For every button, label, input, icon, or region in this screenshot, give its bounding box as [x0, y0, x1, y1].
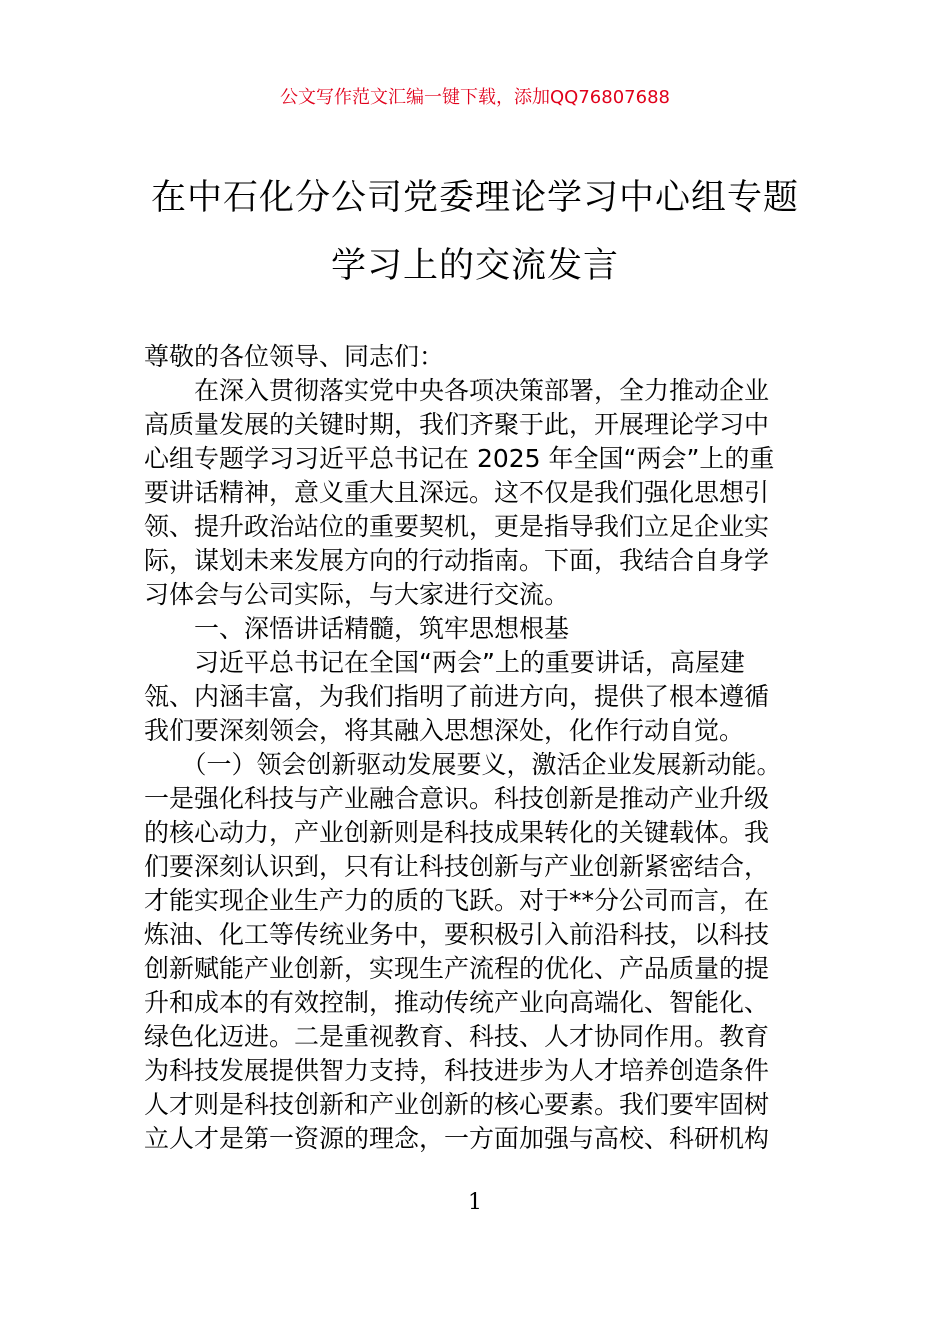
subsection-heading: （一）领会创新驱动发展要义，激活企业发展新动能。 [144, 750, 782, 779]
body-line: 炼油、化工等传统业务中，要积极引入前沿科技，以科技 [144, 920, 770, 949]
body-line: 为科技发展提供智力支持，科技进步为人才培养创造条件 [144, 1056, 770, 1085]
body-line: 创新赋能产业创新，实现生产流程的优化、产品质量的提 [144, 954, 770, 983]
page-number: 1 [468, 1190, 482, 1215]
body-line: 一是强化科技与产业融合意识。科技创新是推动产业升级 [144, 784, 770, 813]
body-line: 升和成本的有效控制，推动传统产业向高端化、智能化、 [144, 988, 770, 1017]
body-line: 习体会与公司实际，与大家进行交流。 [144, 580, 570, 609]
document-title-line-2: 学习上的交流发言 [330, 246, 619, 286]
body-line: 在深入贯彻落实党中央各项决策部署，全力推动企业 [144, 376, 770, 405]
salutation: 尊敬的各位领导、同志们： [144, 342, 445, 371]
body-line: 人才则是科技创新和产业创新的核心要素。我们要牢固树 [144, 1090, 770, 1119]
header-note: 公文写作范文汇编一键下载，添加QQ76807688 [280, 87, 670, 108]
body-line: 领、提升政治站位的重要契机，更是指导我们立足企业实 [144, 512, 770, 541]
body-line: 绿色化迈进。二是重视教育、科技、人才协同作用。教育 [144, 1022, 770, 1051]
section-heading: 一、深悟讲话精髓，筑牢思想根基 [144, 614, 570, 643]
body-line: 我们要深刻领会，将其融入思想深处，化作行动自觉。 [144, 716, 745, 745]
body-line: 要讲话精神，意义重大且深远。这不仅是我们强化思想引 [144, 478, 770, 507]
body-line: 习近平总书记在全国“两会”上的重要讲话，高屋建 [144, 648, 745, 677]
body-line: 瓴、内涵丰富，为我们指明了前进方向，提供了根本遵循 [144, 682, 770, 711]
body-line: 立人才是第一资源的理念，一方面加强与高校、科研机构 [144, 1124, 770, 1153]
body-line: 的核心动力，产业创新则是科技成果转化的关键载体。我 [144, 818, 770, 847]
body-line: 心组专题学习习近平总书记在 2025 年全国“两会”上的重 [144, 444, 775, 473]
document-title-line-1: 在中石化分公司党委理论学习中心组专题 [150, 178, 799, 218]
body-line: 们要深刻认识到，只有让科技创新与产业创新紧密结合， [144, 852, 770, 881]
body-line: 才能实现企业生产力的质的飞跃。对于**分公司而言，在 [144, 886, 770, 915]
body-line: 际，谋划未来发展方向的行动指南。下面，我结合自身学 [144, 546, 770, 575]
body-line: 高质量发展的关键时期，我们齐聚于此，开展理论学习中 [144, 410, 770, 439]
